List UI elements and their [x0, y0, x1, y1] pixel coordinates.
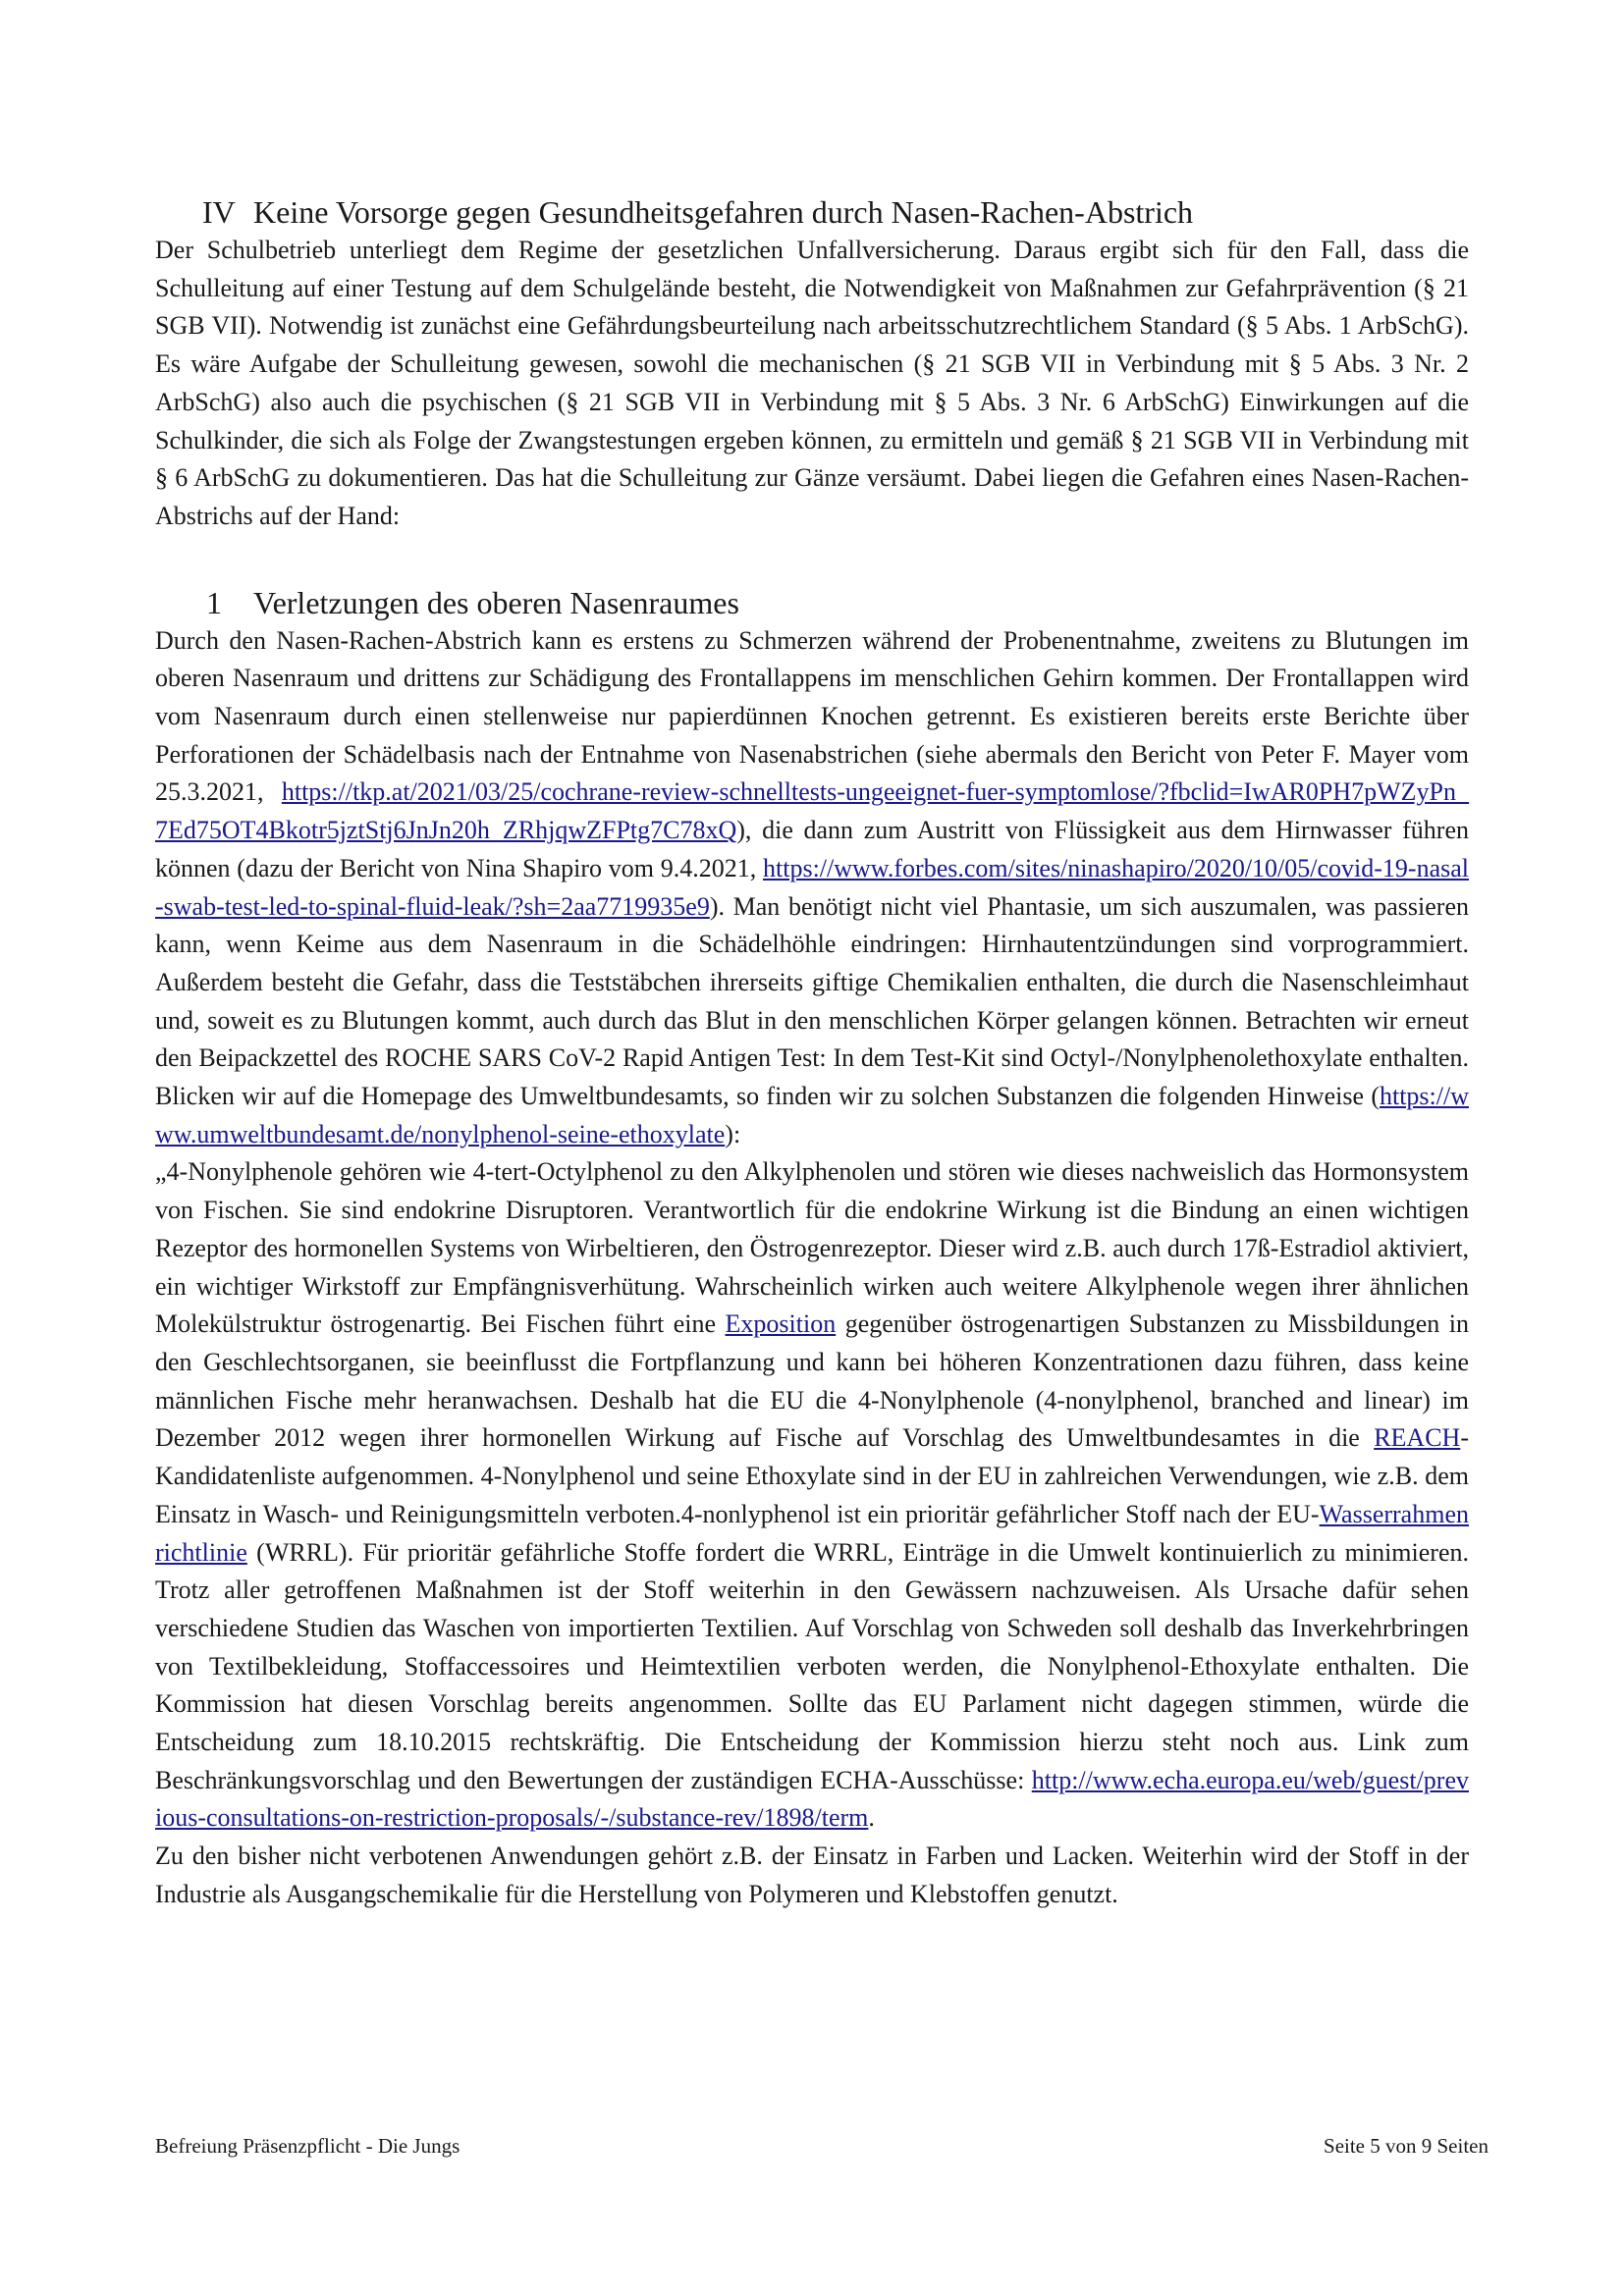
- link-tkp[interactable]: https://tkp.at/2021/03/25/cochrane-review-schnelltests-ungeeignet-fuer-symptomlose/?fbclid=IwAR0PH7pWZyPn_7Ed75OT4Bkotr5jztStj6JnJn20h_ZRhjqwZFPtg7C78xQ: [155, 777, 1469, 845]
- link-wasserrahmenrichtlinie[interactable]: Wasserrahmenrichtlinie: [155, 1499, 1469, 1567]
- text-run: Durch den Nasen-Rachen-Abstrich kann es erstens zu Schmerzen während der Probenentnahme, zweitens zu Blutungen im oberen Nasenraum und drittens zur Schädigung des Frontallappens im menschlichen Gehirn kommen. Der Frontallappen wird vom Nasenraum durch einen stellenweise nur papierdünnen Knochen getrennt. Es existieren bereits erste Berichte über Perforationen der Schädelbasis nach der Entnahme von Nasenabstrichen (siehe abermals den Bericht von Peter F. Mayer vom 25.3.2021,: [155, 625, 1469, 807]
- text-run: gegenüber östrogenartigen Substanzen zu Missbildungen in den Geschlechtsorganen, sie beeinflusst die Fortpflanzung und kann bei höheren Konzentrationen dazu führen, dass keine männlichen Fische mehr heranwachsen. Deshalb hat die EU die 4-Nonylphenole (4-nonylphenol, branched and linear) im Dezember 2012 wegen ihrer hormonellen Wirkung auf Fische auf Vorschlag des Umweltbundesamtes in die: [155, 1309, 1469, 1453]
- text-run: (WRRL). Für prioritär gefährliche Stoffe fordert die WRRL, Einträge in die Umwelt kontinuierlich zu minimieren. Trotz aller getroffenen Maßnahmen ist der Stoff weiterhin in den Gewässern nachzuweisen. Als Ursache dafür sehen verschiedene Studien das Waschen von importierten Textilien. Auf Vorschlag von Schweden soll deshalb das Inverkehrbringen von Textilbekleidung, Stoffaccessoires und Heimtextilien verboten werden, die Nonylphenol-Ethoxylate enthalten. Die Kommission hat diesen Vorschlag bereits angenommen. Sollte das EU Parlament nicht dagegen stimmen, würde die Entscheidung zum 18.10.2015 rechtskräftig. Die Entscheidung der Kommission hierzu steht noch aus. Link zum Beschränkungsvorschlag und den Bewertungen der zuständigen ECHA-Ausschüsse:: [155, 1537, 1469, 1794]
- section-title: Keine Vorsorge gegen Gesundheitsgefahren durch Nasen-Rachen-Abstrich: [253, 194, 1194, 230]
- subsection-number: 1: [206, 584, 222, 620]
- link-exposition[interactable]: Exposition: [725, 1309, 837, 1339]
- text-run: ). Man benötigt nicht viel Phantasie, um sich auszumalen, was passieren kann, wenn Keime aus dem Nasenraum in die Schädelhöhle eindringen: Hirnhautentzündungen sind vorprogrammiert. Außerdem besteht die Gefahr, dass die Teststäbchen ihrerseits giftige Chemikalien enthalten, die durch die Nasenschleimhaut und, soweit es zu Blutungen kommt, auch durch das Blut in den menschlichen Körper gelangen können. Betrachten wir erneut den Beipackzettel des ROCHE SARS CoV-2 Rapid Antigen Test: In dem Test-Kit sind Octyl-/Nonylphenolethoxylate enthalten. Blicken wir auf die Homepage des Umweltbundesamts, so finden wir zu solchen Substanzen die folgenden Hinweise (: [155, 891, 1469, 1111]
- paragraph-quote-nonylphenol: [155, 1153, 1469, 1838]
- text-run: ):: [725, 1119, 741, 1148]
- link-umweltbundesamt[interactable]: https://www.umweltbundesamt.de/nonylphenol-seine-ethoxylate: [155, 1082, 1469, 1148]
- section-number: IV: [202, 194, 236, 230]
- footer-document-title: Befreiung Präsenzpflicht - Die Jungs: [155, 2134, 460, 2158]
- text-run: -Kandidatenliste aufgenommen. 4-Nonylphenol und seine Ethoxylate sind in der EU in zahlreichen Verwendungen, wie z.B. dem Einsatz in Wasch- und Reinigungsmitteln verboten.4-nonlyphenol ist ein prioritär gefährlicher Stoff nach der EU-: [155, 1423, 1469, 1528]
- text-run: ), die dann zum Austritt von Flüssigkeit aus dem Hirnwasser führen können (dazu der Bericht von Nina Shapiro vom 9.4.2021,: [155, 816, 1469, 882]
- paragraph-injuries: [155, 622, 1469, 1154]
- section-iv-paragraph: Der Schulbetrieb unterliegt dem Regime der gesetzlichen Unfallversicherung. Daraus ergibt sich für den Fall, dass die Schulleitung auf einer Testung auf dem Schulgelände besteht, die Notwendigkeit von Maßnahmen zur Gefahrprävention (§ 21 SGB VII). Notwendig ist zunächst eine Gefährdungsbeurteilung nach arbeitsschutzrechtlichem Standard (§ 5 Abs. 1 ArbSchG). Es wäre Aufgabe der Schulleitung gewesen, sowohl die mechanischen (§ 21 SGB VII in Verbindung mit § 5 Abs. 3 Nr. 2 ArbSchG) also auch die psychischen (§ 21 SGB VII in Verbindung mit § 5 Abs. 3 Nr. 6 ArbSchG) Einwirkungen auf die Schulkinder, die sich als Folge der Zwangstestungen ergeben können, zu ermitteln und gemäß § 21 SGB VII in Verbindung mit § 6 ArbSchG zu dokumentieren. Das hat die Schulleitung zur Gänze versäumt. Dabei liegen die Gefahren eines Nasen-Rachen-Abstrichs auf der Hand:: [155, 236, 1469, 530]
- link-echa[interactable]: http://www.echa.europa.eu/web/guest/previous-consultations-on-restriction-proposals/-/substance-rev/1898/term: [155, 1765, 1469, 1833]
- footer-page-number: Seite 5 von 9 Seiten: [1324, 2134, 1489, 2158]
- text-run: .: [868, 1803, 875, 1833]
- link-reach[interactable]: REACH: [1374, 1423, 1461, 1453]
- section-heading-iv: [155, 192, 1469, 232]
- text-run: „4-Nonylphenole gehören wie 4-tert-Octylphenol zu den Alkylphenolen und stören wie dieses nachweislich das Hormonsystem von Fischen. Sie sind endokrine Disruptoren. Verantwortlich für die endokrine Wirkung ist die Bindung an einen wichtigen Rezeptor des hormonellen Systems von Wirbeltieren, den Östrogenrezeptor. Dieser wird z.B. auch durch 17ß-Estradiol aktiviert, ein wichtiger Wirkstoff zur Empfängnisverhütung. Wahrscheinlich wirken auch weitere Alkylphenole wegen ihrer ähnlichen Molekülstruktur östrogenartig. Bei Fischen führt eine: [155, 1157, 1469, 1339]
- paragraph-applications: Zu den bisher nicht verbotenen Anwendungen gehört z.B. der Einsatz in Farben und Lacken. Weiterhin wird der Stoff in der Industrie als Ausgangschemikalie für die Herstellung von Polymeren und Klebstoffen genutzt.: [155, 1842, 1469, 1908]
- page-footer: [155, 2132, 1489, 2160]
- subsection-title: Verletzungen des oberen Nasenraumes: [253, 584, 739, 620]
- subsection-heading-1: [155, 583, 1469, 622]
- document-page: [155, 192, 1469, 1914]
- link-forbes[interactable]: https://www.forbes.com/sites/ninashapiro/2020/10/05/covid-19-nasal-swab-test-led-to-spinal-fluid-leak/?sh=2aa7719935e9: [155, 853, 1469, 921]
